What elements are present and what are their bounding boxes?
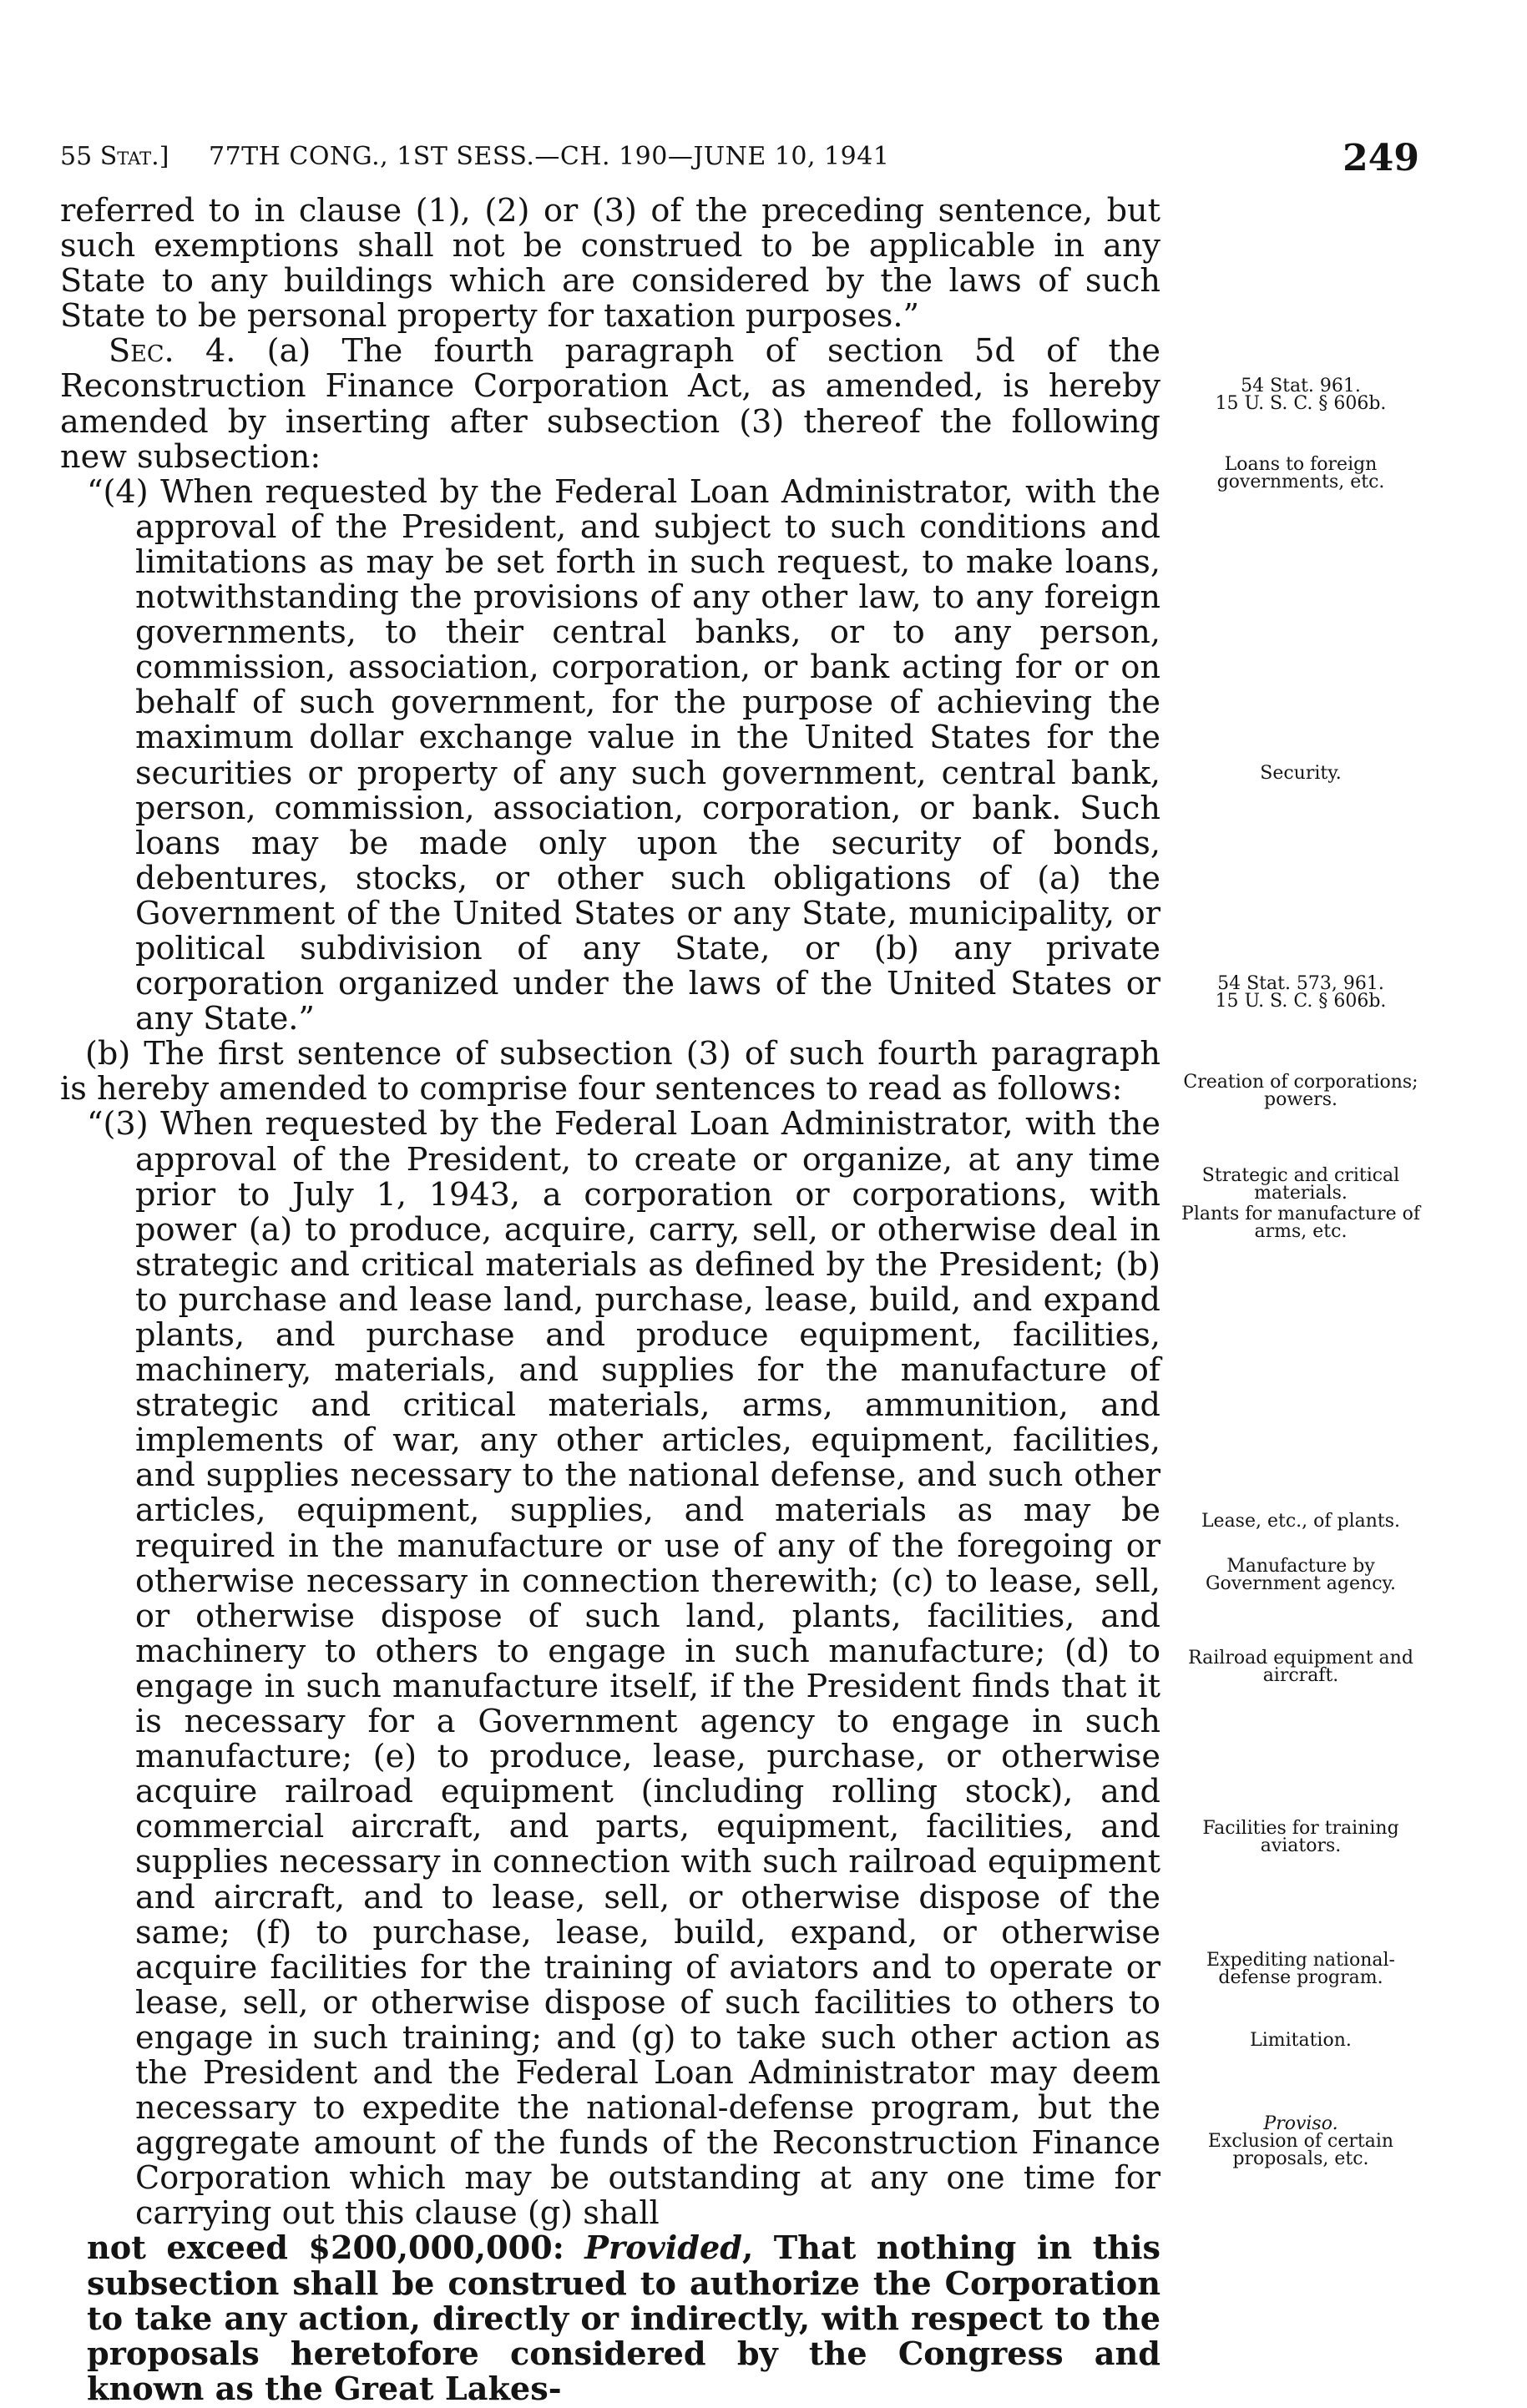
volume-citation xyxy=(60,142,169,171)
paragraph-continuation: referred to in clause (1), (2) or (3) of the preceding sentence, but such exemptions shall not be construed to be applicable in any State to any buildings which are considered by the laws of such State to be personal property for taxation purposes.” xyxy=(60,193,1160,336)
provided-word: Provided xyxy=(584,2229,742,2268)
volume-stat: Stat.] xyxy=(99,142,169,171)
note-lease-of-plants: Lease, etc., of plants. xyxy=(1201,1511,1401,1532)
proviso-title: Proviso. xyxy=(1263,2113,1338,2134)
paragraph-sec-4 xyxy=(60,334,1160,474)
note-plants-arms: Plants for manufacture of arms, etc. xyxy=(1181,1204,1420,1242)
proviso-text xyxy=(60,2231,1160,2406)
paragraph-4b: (b) The first sentence of subsection (3) of such fourth paragraph is hereby amended to comprise four sentences to read as follows: xyxy=(60,1036,1160,1108)
note-security: Security. xyxy=(1260,763,1342,784)
subsection-4-quote: “(4) When requested by the Federal Loan Administrator, with the approval of the President, and subject to such conditions and limitations as may be set forth in such request, to make loans, notwithstanding the provisions of any other law, to any foreign governments, to their central banks, or to any person, commission, association, corporation, or bank acting for or on behalf of such government, for the purpose of achieving the maximum dollar exchange value in the United States for the securities or property of any such government, central bank, person, commission, association, corporation, or bank. Such loans may be made only upon the security of bonds, debentures, stocks, or other such obligations of (a) the Government of the United States or any State, municipality, or political subdivision of any State, or (b) any private corporation organized under the laws of the United States or any State.” xyxy=(87,473,1160,1038)
note-stat-citation-1: 54 Stat. 961. 15 U. S. C. § 606b. xyxy=(1215,376,1387,414)
note-limitation: Limitation. xyxy=(1250,2030,1352,2051)
volume-number: 55 xyxy=(60,142,100,171)
note-stat-citation-2: 54 Stat. 573, 961. 15 U. S. C. § 606b. xyxy=(1215,973,1387,1012)
proviso-amount-text: not exceed $200,000,000: xyxy=(87,2229,585,2268)
subsection-3-quote: “(3) When requested by the Federal Loan Administrator, with the approval of the President, to create or organize, at any time prior to July 1, 1943, a corporation or corporations, with power (a) to produce, acquire, carry, sell, or otherwise deal in strategic and critical materials as defined by the President; (b) to purchase and lease land, purchase, lease, build, and expand plants, and purchase and produce equipment, facilities, machinery, materials, and supplies for the manufacture of strategic and critical materials, arms, ammunition, and implements of war, any other articles, equipment, facilities, and supplies necessary to the national defense, and such other articles, equipment, supplies, and materials as may be required in the manufacture or use of any of the foregoing or otherwise necessary in connection therewith; (c) to lease, sell, or otherwise dispose of such land, plants, facilities, and machinery to others to engage in such manufacture; (d) to engage in such manufacture itself, if the President finds that it is necessary for a Government agency to engage in such manufacture; (e) to produce, lease, purchase, or otherwise acquire railroad equipment (including rolling stock), and commercial aircraft, and parts, equipment, facilities, and supplies necessary in connection with such railroad equipment and aircraft, and to lease, sell, or otherwise dispose of the same; (f) to purchase, lease, build, expand, or otherwise acquire facilities for the training of aviators and to operate or lease, sell, or otherwise dispose of such facilities to others to engage in such training; and (g) to take such other action as the President and the Federal Loan Administrator may deem necessary to expedite the national-defense program, but the aggregate amount of the funds of the Reconstruction Finance Corporation which may be outstanding at any one time for carrying out this clause (g) shall xyxy=(87,1106,1160,2233)
statute-text xyxy=(60,194,1160,2407)
note-facilities-aviators: Facilities for training aviators. xyxy=(1202,1818,1399,1856)
section-label: Sec. 4. xyxy=(109,333,236,371)
note-creation-of-corporations: Creation of corporations; powers. xyxy=(1183,1072,1418,1110)
section-4a-text: (a) The fourth paragraph of section 5d of the Reconstruction Finance Corporation Act, as amended, is hereby amended by inserting after subsection (3) thereof the following new subsection: xyxy=(60,333,1161,476)
proviso-note-text: Exclusion of certain proposals, etc. xyxy=(1207,2131,1394,2169)
note-proviso xyxy=(1176,2115,1426,2168)
page-number: 249 xyxy=(1342,137,1419,179)
running-header xyxy=(60,137,1419,187)
session-citation: 77TH CONG., 1ST SESS.—CH. 190—JUNE 10, 1941 xyxy=(209,142,890,171)
note-loans-foreign-governments: Loans to foreign governments, etc. xyxy=(1216,454,1385,492)
proviso-remaining-text: , That nothing in this subsection shall be construed to authorize the Corporation to take any action, directly or indirectly, with respect to the proposals heretofore considered by the Congress and known as the Great Lakes- xyxy=(87,2229,1160,2408)
note-railroad-equipment: Railroad equipment and aircraft. xyxy=(1188,1648,1413,1686)
note-manufacture-by-government: Manufacture by Government agency. xyxy=(1205,1556,1397,1594)
note-expediting-defense: Expediting national-defense program. xyxy=(1206,1950,1395,1988)
note-strategic-materials: Strategic and critical materials. xyxy=(1201,1165,1400,1204)
